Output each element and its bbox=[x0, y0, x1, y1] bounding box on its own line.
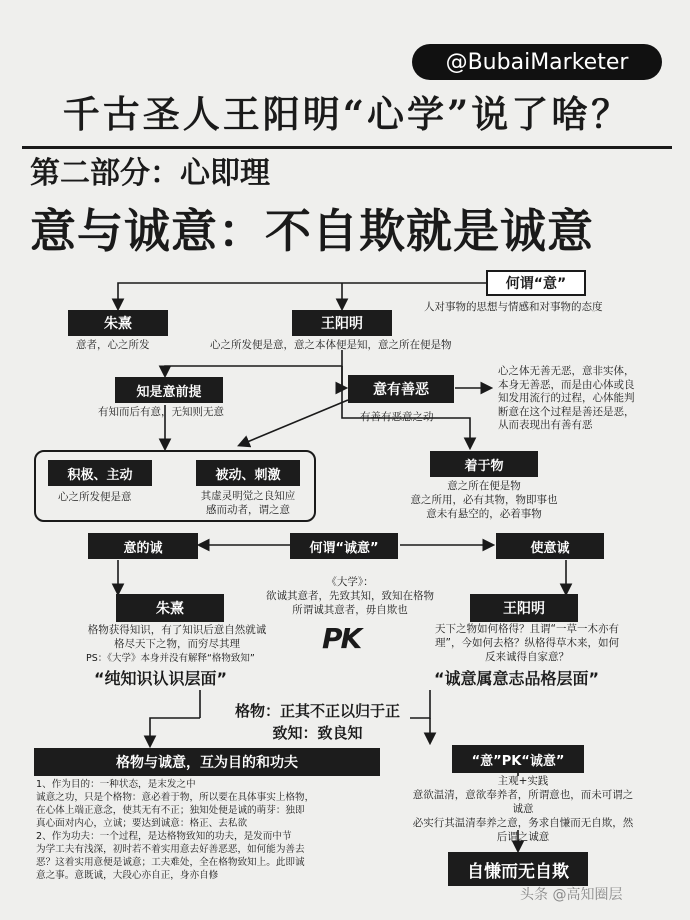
watermark: 头条 @高知圈层 bbox=[520, 887, 623, 903]
zhuxi-gewu-desc: 格物获得知识，有了知识后意自然就诚 格尽天下之物，而穷尽其理 bbox=[87, 624, 267, 650]
passive-box: 被动、刺激 bbox=[196, 460, 300, 486]
zhuxi-box: 朱熹 bbox=[68, 310, 168, 336]
moral-character-label: “诚意属意志品格层面” bbox=[434, 669, 600, 688]
zhuxi-ps-note: PS：《大学》本身并没有解释“格物致知” bbox=[86, 653, 255, 664]
title-underline bbox=[22, 146, 672, 149]
good-evil-box: 意有善恶 bbox=[348, 375, 454, 403]
page-title: 千古圣人王阳明“心学”说了啥？ bbox=[62, 92, 632, 136]
make-sincere-box: 使意诚 bbox=[496, 533, 604, 559]
definition-yi-desc: 人对事物的思想与情感和对事物的态度 bbox=[424, 301, 603, 313]
daxue-quote: 《大学》： 欲诚其意者，先致其知，致知在格物 所谓诚其意者，毋自欺也 bbox=[266, 576, 434, 616]
subtitle-heading: 意与诚意：不自欺就是诚意 bbox=[30, 204, 594, 258]
attached-to-things-box: 着于物 bbox=[430, 451, 538, 477]
wangyangming-gewu-desc: 天下之物如何格得？且谓“一草一木亦有 理”，今如何去格？纵格得草木来，如何 反来诚得自家意？ bbox=[435, 623, 619, 663]
zhuxi-gewu-box: 朱熹 bbox=[116, 594, 224, 622]
part-heading: 第二部分：心即理 bbox=[30, 156, 270, 191]
wangyangming-gewu-box: 王阳明 bbox=[470, 594, 578, 622]
pure-knowledge-label: “纯知识认识层面” bbox=[94, 669, 228, 688]
passive-desc: 其虚灵明觉之良知应 感而动者，谓之意 bbox=[200, 490, 296, 516]
active-box: 积极、主动 bbox=[48, 460, 152, 486]
good-evil-desc: 有善有恶意之动 bbox=[360, 411, 434, 423]
yi-pk-chengyi-desc: 主观+实践 意欲温清，意欲奉养者，所谓意也，而未可谓之 诚意 必实行其温清奉养之意，务求自慊而无自欺，然 后谓之诚意 bbox=[412, 775, 634, 843]
zhi-premise-box: 知是意前提 bbox=[115, 377, 223, 403]
gewu-chengyi-desc: 1、作为目的：一种状态，是末发之中 诚意之功，只是个格物：意必着于物，所以要在具体事实上格物， 在心体上端正意念，使其无有不正；独知处便是诚的萌芽：独即 真心面对内心，立诚；要达到诚意：格正、去私欲 2、作为功夫：一个过程，是达格物致知的功夫，是发而中节 为学工夫有浅深，初时若不着实用意去好善恶恶，如何能为善去 恶？这着实用意便是诚意；工夫难处，全在格物致知上。此即诚 意之事。意既诚，大段心亦自正，身亦自修 bbox=[36, 779, 315, 881]
pk-mark: PK bbox=[322, 622, 361, 655]
active-desc: 心之所发便是意 bbox=[58, 491, 132, 503]
yi-pk-chengyi-box: “意”PK“诚意” bbox=[452, 745, 584, 773]
final-conclusion-box: 自慊而无自欺 bbox=[448, 852, 588, 886]
author-handle-badge: @BubaiMarketer bbox=[412, 44, 662, 80]
sincere-intent-box: 意的诚 bbox=[88, 533, 198, 559]
heart-body-explanation: 心之体无善无恶，意非实体， 本身无善恶，而是由心体或良 知发用流行的过程，心体能判 断意在这个过程是善还是恶， 从而表现出有善有恶 bbox=[498, 365, 635, 431]
wangyangming-desc: 心之所发便是意，意之本体便是知，意之所在便是物 bbox=[210, 339, 452, 351]
definition-yi: 何谓“意” bbox=[486, 270, 586, 296]
wangyangming-box: 王阳明 bbox=[292, 310, 392, 336]
zhi-premise-desc: 有知而后有意，无知则无意 bbox=[98, 406, 224, 418]
zhuxi-desc: 意者，心之所发 bbox=[76, 339, 150, 351]
gewu-chengyi-box: 格物与诚意，互为目的和功夫 bbox=[34, 748, 380, 776]
gewu-zhizhi-text: 格物：正其不正以归于正 致知：致良知 bbox=[234, 702, 400, 742]
what-is-sincerity-box: 何谓“诚意” bbox=[290, 533, 398, 559]
attached-to-things-desc: 意之所在便是物 意之所用，必有其物，物即事也 意未有悬空的，必着事物 bbox=[410, 480, 558, 520]
